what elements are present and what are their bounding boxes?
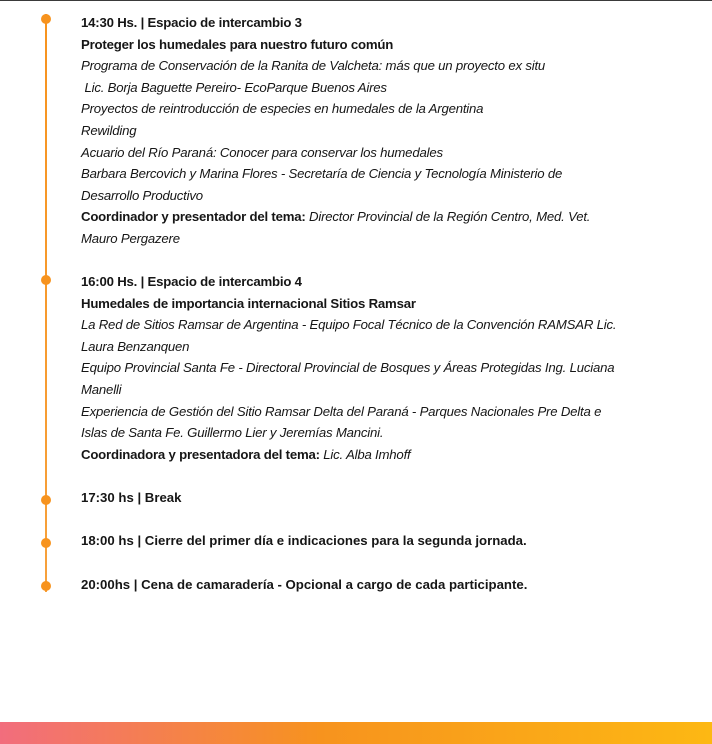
coordinator-label: Coordinadora y presentadora del tema: (81, 446, 320, 462)
session-topic: Proteger los humedales para nuestro futuro común (81, 36, 394, 52)
bottom-gradient-bar (0, 722, 712, 744)
session-line: La Red de Sitios Ramsar de Argentina - Equipo Focal Técnico de la Convención RAMSAR Lic. (81, 317, 617, 333)
session-block-4 (81, 271, 641, 465)
coordinator-name: Mauro Pergazere (81, 230, 180, 246)
session-heading: 16:00 Hs. | Espacio de intercambio 4 (81, 274, 302, 289)
timeline-dot (41, 581, 51, 591)
session-line: Barbara Bercovich y Marina Flores - Secretaría de Ciencia y Tecnología Ministerio de (81, 166, 563, 182)
dinner-item: 20:00hs | Cena de camaradería - Opcional a cargo de cada participante. (81, 577, 528, 592)
session-line: Laura Benzanquen (81, 338, 190, 354)
timeline-dot (41, 538, 51, 548)
timeline-dot (41, 275, 51, 285)
coordinator-value: Lic. Alba Imhoff (319, 446, 411, 462)
coordinator-line (81, 444, 641, 466)
session-heading: 14:30 Hs. | Espacio de intercambio 3 (81, 15, 302, 30)
session-line: Equipo Provincial Santa Fe - Directoral Provincial de Bosques y Áreas Protegidas Ing. Luciana (81, 360, 615, 376)
coordinator-label: Coordinador y presentador del tema: (81, 209, 306, 225)
session-line: Proyectos de reintroducción de especies en humedales de la Argentina (81, 101, 484, 117)
session-line: Desarrollo Productivo (81, 187, 203, 203)
coordinator-line (81, 206, 641, 228)
session-topic: Humedales de importancia internacional Sitios Ramsar (81, 295, 416, 311)
closing-item: 18:00 hs | Cierre del primer día e indicaciones para la segunda jornada. (81, 533, 527, 548)
session-line: Experiencia de Gestión del Sitio Ramsar Delta del Paraná - Parques Nacionales Pre Delta e (81, 403, 602, 419)
session-block-3 (81, 12, 641, 250)
top-divider (0, 0, 712, 1)
session-line: Rewilding (81, 122, 137, 138)
timeline-dot (41, 14, 51, 24)
session-line: Manelli (81, 381, 122, 397)
timeline-line (45, 14, 47, 592)
break-item: 17:30 hs | Break (81, 490, 182, 505)
timeline-dot (41, 495, 51, 505)
session-line: Islas de Santa Fe. Guillermo Lier y Jeremías Mancini. (81, 425, 384, 441)
session-line: Programa de Conservación de la Ranita de Valcheta: más que un proyecto ex situ (81, 58, 546, 74)
session-line: Lic. Borja Baguette Pereiro- EcoParque Buenos Aires (81, 79, 387, 95)
session-line: Acuario del Río Paraná: Conocer para conservar los humedales (81, 144, 443, 160)
coordinator-value: Director Provincial de la Región Centro, Med. Vet. (305, 209, 591, 225)
